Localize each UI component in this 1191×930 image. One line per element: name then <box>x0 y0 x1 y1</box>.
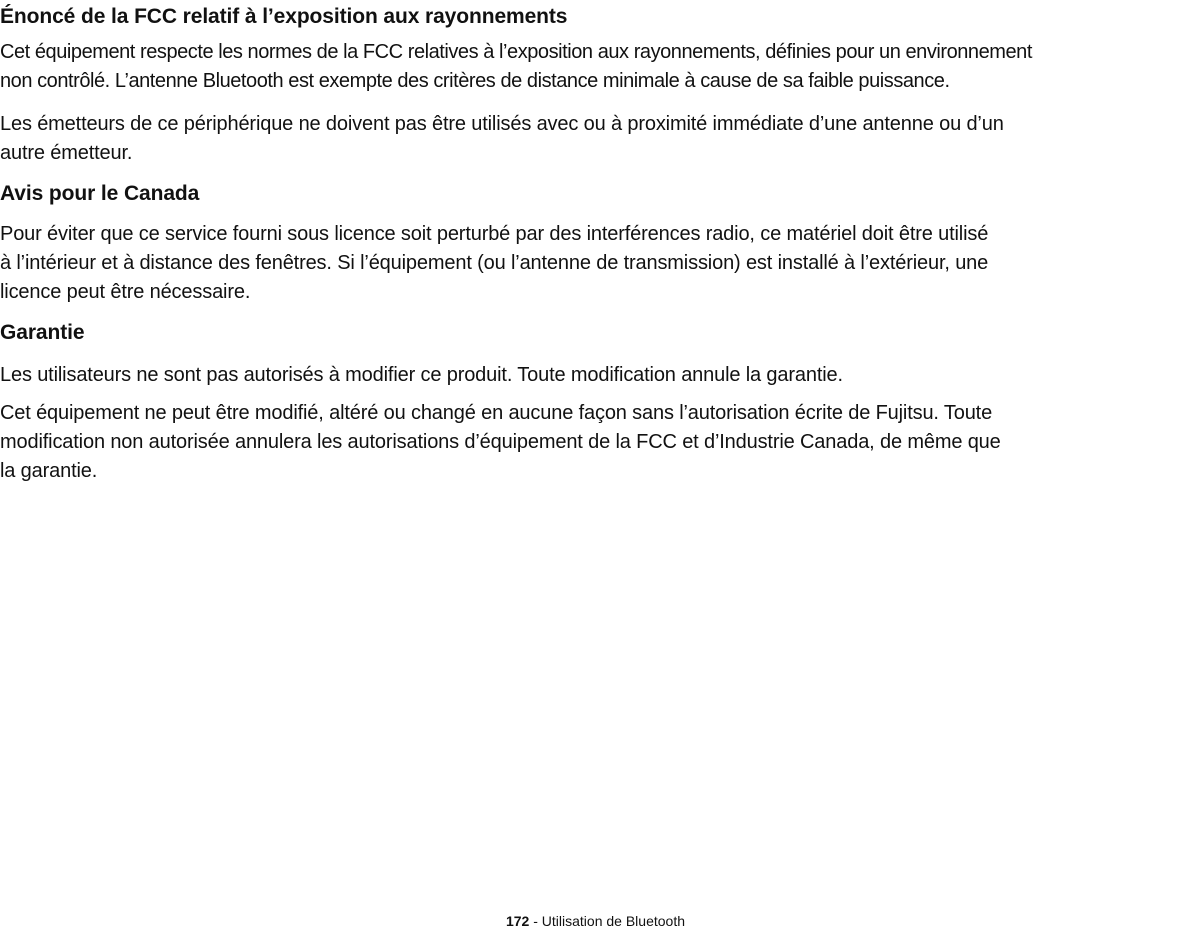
canada-paragraph-1 <box>0 220 1191 307</box>
fcc-heading-block <box>0 3 1191 31</box>
text-line: Les émetteurs de ce périphérique ne doivent pas être utilisés avec ou à proximité immédiate d’une antenne ou d’un <box>0 113 1004 135</box>
text-line: Les utilisateurs ne sont pas autorisés à modifier ce produit. Toute modification annule la garantie. <box>0 364 843 386</box>
chapter-title: Utilisation de Bluetooth <box>541 913 685 929</box>
warranty-heading-block <box>0 319 1191 347</box>
page-number: 172 <box>505 913 530 929</box>
warranty-heading: Garantie <box>0 321 85 344</box>
text-line: Cet équipement ne peut être modifié, altéré ou changé en aucune façon sans l’autorisation écrite de Fujitsu. Toute <box>0 402 993 424</box>
footer-separator: - <box>529 913 542 929</box>
text-line: licence peut être nécessaire. <box>0 281 251 303</box>
paragraph-text <box>0 220 1191 307</box>
warranty-paragraph-2 <box>0 399 1191 486</box>
text-line: Cet équipement respecte les normes de la FCC relatives à l’exposition aux rayonnements, définies pour un environnement <box>0 41 1032 63</box>
canada-heading-block <box>0 180 1191 208</box>
paragraph-text <box>0 361 1191 390</box>
page-footer <box>0 912 1191 930</box>
text-line: à l’intérieur et à distance des fenêtres. Si l’équipement (ou l’antenne de transmission) est installé à l’extérieur, une <box>0 252 989 274</box>
text-line: la garantie. <box>0 460 98 482</box>
text-line: Pour éviter que ce service fourni sous licence soit perturbé par des interférences radio, ce matériel doit être utilisé <box>0 223 989 245</box>
warranty-paragraph-1 <box>0 361 1191 390</box>
paragraph-text <box>0 110 1191 168</box>
paragraph-text <box>0 38 1191 96</box>
text-line: autre émetteur. <box>0 142 133 164</box>
fcc-paragraph-1 <box>0 38 1191 96</box>
fcc-heading: Énoncé de la FCC relatif à l’exposition aux rayonnements <box>0 5 568 28</box>
canada-heading: Avis pour le Canada <box>0 182 200 205</box>
text-line: non contrôlé. L’antenne Bluetooth est exempte des critères de distance minimale à cause de sa faible puissance. <box>0 70 950 92</box>
text-line: modification non autorisée annulera les autorisations d’équipement de la FCC et d’Industrie Canada, de même que <box>0 431 1001 453</box>
fcc-paragraph-2 <box>0 110 1191 168</box>
paragraph-text <box>0 399 1191 486</box>
